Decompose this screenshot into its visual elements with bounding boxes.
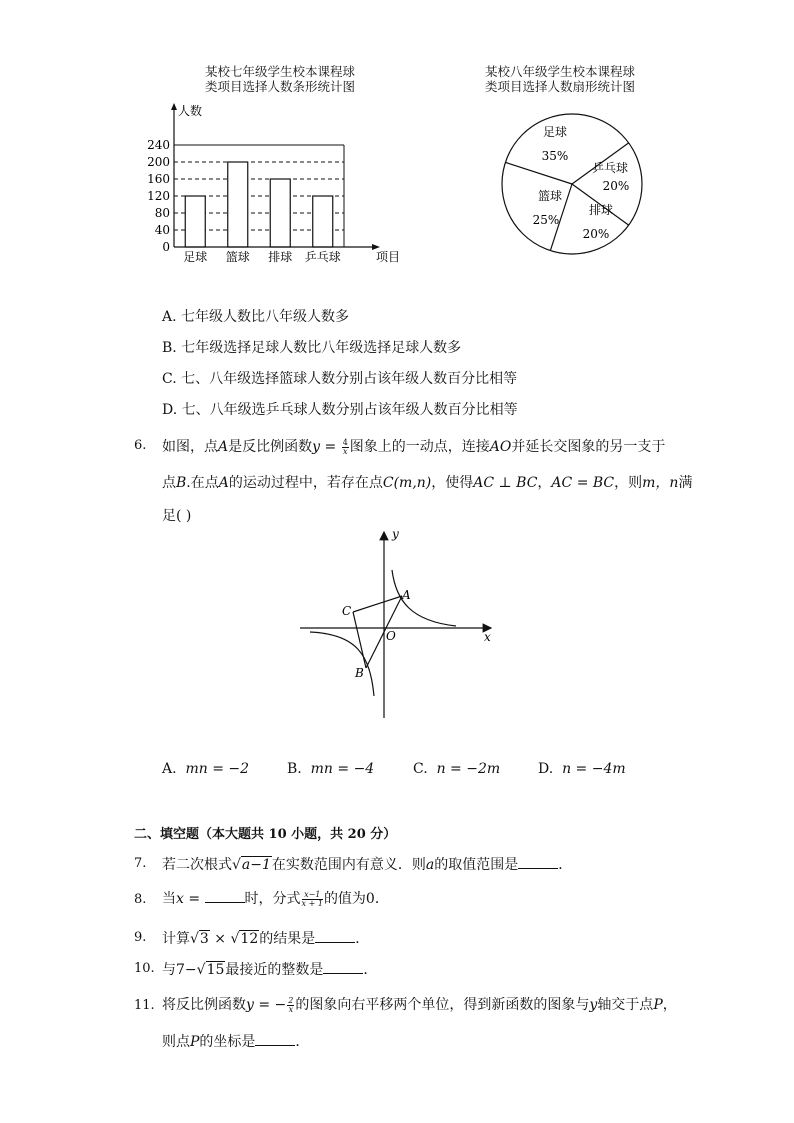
- q6-line1: [162, 436, 665, 456]
- q7-text: 在实数范围内有意义．则: [271, 857, 426, 873]
- q6-perp: AC ⊥ BC: [473, 475, 538, 491]
- bar-chart-ylabel: 人数: [178, 104, 203, 118]
- q11-text: 的坐标是: [199, 1034, 256, 1050]
- pie-chart-title-line2: 类项目选择人数扇形统计图: [484, 79, 635, 94]
- q6-option-expr: n = −2m: [436, 761, 501, 777]
- q6-frac-num: 4: [342, 437, 348, 447]
- bar-chart-title-line2: 类项目选择人数条形统计图: [204, 79, 355, 94]
- bar-chart-tick-labels: [147, 138, 170, 254]
- q6-text: ，则: [614, 475, 643, 491]
- bar-tick-label: 200: [147, 155, 170, 169]
- q8-var: x: [176, 891, 184, 907]
- q11-line2: [162, 1031, 309, 1051]
- q11-text: 则点: [162, 1034, 190, 1050]
- q6-text: ，: [537, 475, 552, 491]
- q5-option-b: B. 七年级选择足球人数比八年级选择足球人数多: [162, 340, 462, 356]
- bar-chart-xlabel: 项目: [376, 250, 401, 264]
- bar-chart: [140, 98, 420, 270]
- section2-heading: 二、填空题（本大题共 10 小题，共 20 分）: [134, 827, 397, 842]
- q9-line: 计算√3 × √12的结果是 ．: [162, 931, 370, 947]
- q6-option-a: [162, 761, 249, 777]
- q9-blank[interactable]: [315, 931, 355, 943]
- q6-text: 图象上的一动点，连接: [349, 439, 490, 455]
- pie-label-percent: 35%: [541, 149, 569, 163]
- q6-label-c: C: [342, 604, 352, 618]
- bar-1: [228, 162, 248, 247]
- q6-option-letter: D.: [538, 761, 554, 777]
- q11-var-p: P: [190, 1034, 200, 1050]
- q6-var-ao: AO: [489, 439, 512, 455]
- q6-fraction: [342, 439, 349, 456]
- q10-line: 与7−√15最接近的整数是 ．: [162, 962, 378, 978]
- q8-line: [162, 888, 389, 908]
- q6-vars-mn: m，n: [642, 475, 679, 491]
- q11-fraction: [287, 997, 294, 1014]
- pie-chart-title-line1: 某校八年级学生校本课程球: [484, 64, 635, 79]
- q10-number: 10.: [134, 961, 155, 976]
- pie-label-name: 足球: [542, 125, 568, 139]
- q6-line2: [162, 472, 692, 492]
- q7-text: ．: [558, 857, 573, 873]
- bar-2: [270, 179, 290, 247]
- q6-option-expr: mn = −4: [310, 761, 375, 777]
- q6-label-y: y: [392, 527, 399, 541]
- q6-option-c: [413, 761, 500, 777]
- q6-text: 并延长交图象的另一支于: [511, 439, 666, 455]
- q10-text: 与7−: [162, 962, 197, 978]
- q6-option-b: [287, 761, 374, 777]
- q8-frac-num: x−1: [302, 891, 323, 900]
- q6-point-c: C(m,n): [382, 475, 432, 491]
- bar-y-axis-arrow: [171, 103, 177, 110]
- bar-tick-label: 40: [154, 223, 170, 237]
- q7-text: 的取值范围是: [434, 857, 519, 873]
- q6-text: 的运动过程中，若存在点: [228, 475, 383, 491]
- bar-0: [185, 196, 205, 247]
- bar-tick-label: 80: [154, 206, 170, 220]
- q6-option-letter: C.: [413, 761, 428, 777]
- q6-segment-bc: [353, 612, 366, 668]
- q11-blank[interactable]: [255, 1034, 295, 1046]
- q6-option-letter: A.: [162, 761, 177, 777]
- pie-chart-title: [460, 64, 660, 94]
- q8-blank[interactable]: [205, 891, 245, 903]
- q11-var-p: P: [653, 997, 663, 1013]
- q6-text: 满: [678, 475, 693, 491]
- q6-var-a: A: [218, 475, 229, 491]
- q9-radicand-2: 12: [240, 931, 259, 947]
- q5-option-a: A. 七年级人数比八年级人数多: [162, 309, 350, 325]
- q9-number: 9.: [134, 930, 147, 945]
- bar-category-label: 排球: [268, 250, 293, 264]
- bar-chart-title: [180, 64, 380, 94]
- q8-text: 时，分式: [244, 891, 301, 907]
- bar-chart-title-line1: 某校七年级学生校本课程球: [204, 64, 355, 79]
- q10-radicand: 15: [206, 962, 225, 978]
- q11-frac-den: x: [288, 1004, 294, 1014]
- bar-category-label: 足球: [183, 250, 208, 264]
- q6-text: 如图，点: [162, 439, 218, 455]
- q6-option-expr: mn = −2: [185, 761, 250, 777]
- q9-times: ×: [209, 931, 231, 947]
- bar-chart-category-labels: [183, 249, 341, 264]
- pie-label-name: 排球: [588, 203, 614, 217]
- q11-frac-num: 2: [288, 995, 294, 1005]
- pie-label-name: 篮球: [537, 189, 563, 203]
- pie-label-name: 乒乓球: [591, 161, 629, 175]
- q6-option-d: [538, 761, 626, 777]
- bar-category-label: 篮球: [225, 250, 250, 264]
- q6-text: ，使得: [431, 475, 474, 491]
- q6-option-expr: n = −4m: [562, 761, 626, 777]
- q8-fraction: [302, 891, 323, 908]
- q6-text: 是反比例函数: [228, 439, 313, 455]
- q6-label-b: B: [355, 666, 364, 680]
- q11-text: ，: [662, 997, 677, 1013]
- q6-label-a: A: [402, 588, 411, 602]
- pie-label-percent: 25%: [532, 213, 560, 227]
- q10-text: ．: [363, 962, 378, 978]
- q8-number: 8.: [134, 892, 147, 907]
- q5-option-c: C. 七、八年级选择篮球人数分别占该年级人数百分比相等: [162, 371, 518, 387]
- bar-tick-label: 0: [162, 240, 170, 254]
- pie-chart: [498, 110, 646, 258]
- q6-equal: AC = BC: [551, 475, 615, 491]
- q11-text: 轴交于点: [597, 997, 654, 1013]
- q11-var-y-axis: y: [589, 997, 598, 1013]
- q8-text: 的值为0．: [323, 891, 389, 907]
- q6-frac-den: x: [342, 446, 348, 456]
- q6-text: 点: [162, 475, 176, 491]
- q8-text: 当: [162, 891, 176, 907]
- q6-var-y: y: [312, 439, 321, 455]
- q9-radicand-1: 3: [199, 931, 209, 947]
- q6-label-x: x: [484, 630, 491, 644]
- q7-blank[interactable]: [518, 857, 558, 869]
- pie-label-percent: 20%: [602, 179, 630, 193]
- bar-category-label: 乒乓球: [304, 250, 341, 264]
- q6-var-a: A: [218, 439, 229, 455]
- q7-line: 若二次根式√a−1在实数范围内有意义．则a的取值范围是 ．: [162, 857, 573, 873]
- q6-number: 6.: [134, 438, 147, 453]
- q7-radicand: a−1: [241, 857, 271, 873]
- q6-eq: =: [320, 439, 341, 455]
- q6-line3: 足( ): [162, 508, 192, 524]
- q11-line1: [162, 994, 677, 1014]
- q11-text: 的图象向右平移两个单位，得到新函数的图象与: [295, 997, 590, 1013]
- q9-text: 计算: [162, 931, 190, 947]
- q6-hyperbola-branch-2: [310, 632, 374, 696]
- bar-tick-label: 240: [147, 138, 170, 152]
- q6-text: .在点: [186, 475, 219, 491]
- q5-option-d: D. 七、八年级选乒乓球人数分别占该年级人数百分比相等: [162, 402, 518, 418]
- q10-blank[interactable]: [323, 962, 363, 974]
- q8-frac-den: x + 1: [301, 898, 323, 908]
- q7-var: a: [425, 857, 435, 873]
- pie-label-percent: 20%: [582, 227, 610, 241]
- q11-number: 11.: [134, 998, 155, 1013]
- q11-text: ．: [295, 1034, 310, 1050]
- bar-tick-label: 120: [147, 189, 170, 203]
- q10-text: 最接近的整数是: [225, 962, 324, 978]
- q11-eq: = −: [253, 997, 287, 1013]
- q9-text: ．: [355, 931, 370, 947]
- q7-number: 7.: [134, 856, 147, 871]
- bar-tick-label: 160: [147, 172, 170, 186]
- q6-graph: [296, 526, 506, 722]
- bar-3: [313, 196, 333, 247]
- q6-var-b: B: [176, 475, 187, 491]
- bar-chart-bars: [185, 162, 333, 247]
- q11-text: 将反比例函数: [162, 997, 246, 1013]
- q8-eq: =: [183, 891, 205, 907]
- q9-text: 的结果是: [259, 931, 316, 947]
- q11-var-y: y: [246, 997, 254, 1013]
- q6-option-letter: B.: [287, 761, 302, 777]
- q6-label-o: O: [386, 629, 396, 643]
- q7-text: 若二次根式: [162, 857, 232, 873]
